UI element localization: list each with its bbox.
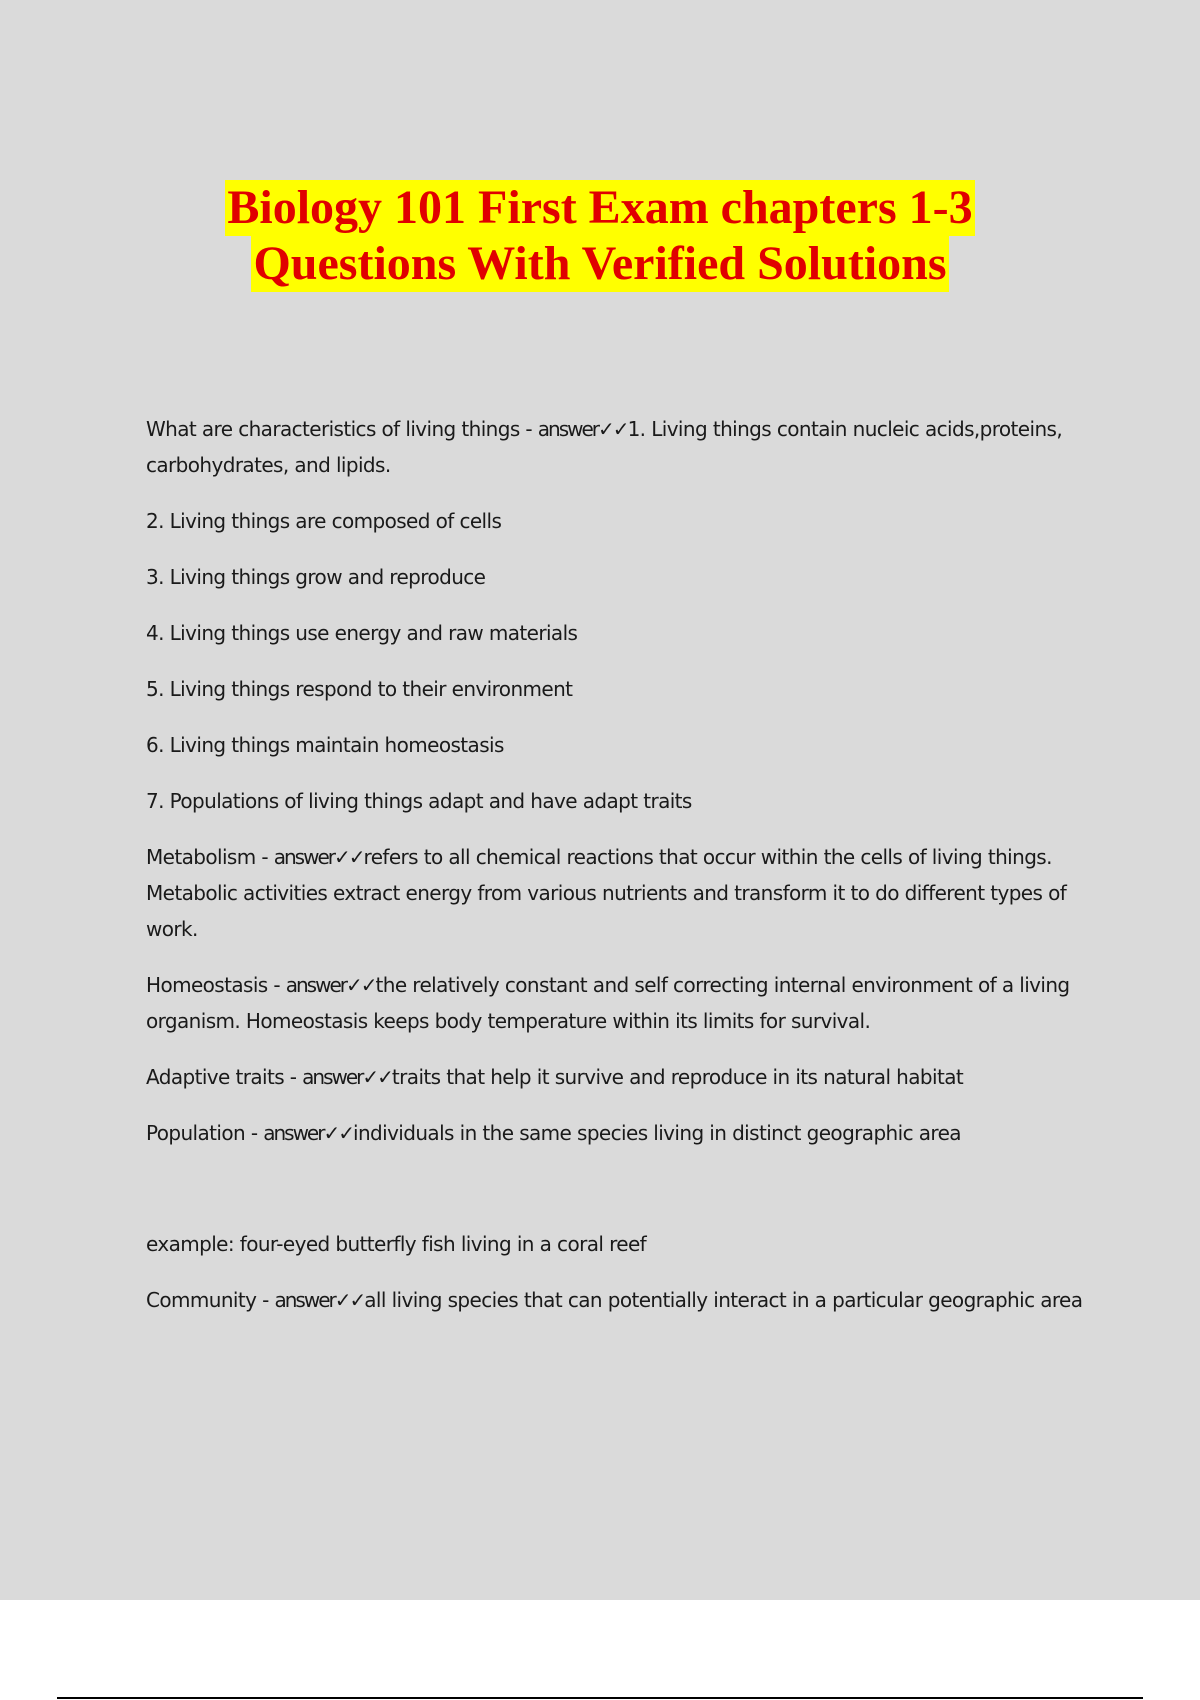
entry-answer: 1. Living things contain nucleic acids,proteins, carbohydrates, and lipids.	[146, 417, 1063, 477]
qa-entry-adaptive-traits	[146, 1059, 1086, 1095]
qa-entry-metabolism	[146, 839, 1086, 947]
entry-answer: refers to all chemical reactions that occur within the cells of living things. Metabolic activities extract energy from various nutrients and transform it to do different types of work.	[146, 845, 1067, 941]
entry-term: Metabolism -	[146, 845, 274, 869]
entry-answer: individuals in the same species living in distinct geographic area	[352, 1121, 961, 1145]
answer-marker: answer✓✓	[285, 973, 376, 997]
entry-answer: traits that help it survive and reproduce in its natural habitat	[391, 1065, 964, 1089]
answer-marker: answer✓✓	[263, 1121, 353, 1145]
entry-term: Community -	[146, 1288, 275, 1312]
footer-divider	[57, 1697, 1143, 1699]
entry-answer: all living species that can potentially interact in a particular geographic area	[364, 1288, 1083, 1312]
document-body	[146, 411, 1086, 1318]
qa-entry-homeostasis	[146, 967, 1086, 1039]
list-item: 2. Living things are composed of cells	[146, 509, 502, 533]
entry-term: Homeostasis -	[146, 973, 286, 997]
entry-term: Adaptive traits -	[146, 1065, 303, 1089]
answer-marker: answer✓✓	[273, 845, 364, 869]
entry-term: Population -	[146, 1121, 264, 1145]
list-item: 4. Living things use energy and raw materials	[146, 621, 578, 645]
answer-marker: answer✓✓	[537, 417, 628, 441]
answer-marker: answer✓✓	[274, 1288, 365, 1312]
qa-entry-community	[146, 1282, 1086, 1318]
entry-answer: the relatively constant and self correcting internal environment of a living organism. Homeostasis keeps body temperature within its limits for survival.	[146, 973, 1070, 1033]
list-item: 3. Living things grow and reproduce	[146, 565, 486, 589]
title-line-1: Biology 101 First Exam chapters 1-3	[227, 181, 973, 234]
list-item: 7. Populations of living things adapt and have adapt traits	[146, 789, 692, 813]
answer-marker: answer✓✓	[302, 1065, 392, 1089]
title-line-2: Questions With Verified Solutions	[253, 237, 947, 290]
qa-entry-characteristics	[146, 411, 1086, 483]
list-item: 6. Living things maintain homeostasis	[146, 733, 504, 757]
entry-term: What are characteristics of living things -	[146, 417, 538, 441]
example-text: example: four-eyed butterfly fish living in a coral reef	[146, 1232, 647, 1256]
list-item: 5. Living things respond to their environment	[146, 677, 573, 701]
qa-entry-population	[146, 1115, 1086, 1151]
document-title	[0, 180, 1200, 292]
